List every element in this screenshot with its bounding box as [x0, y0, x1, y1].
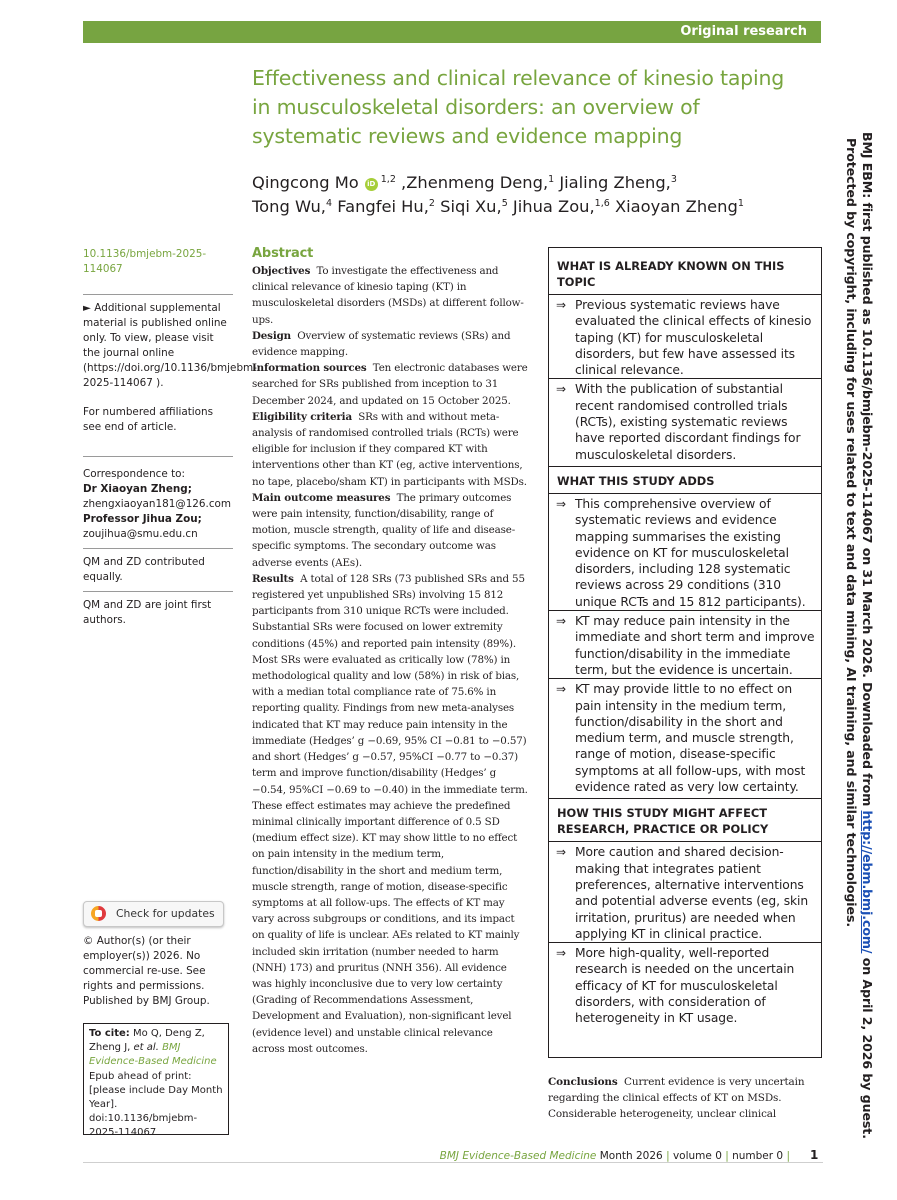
abstract-heading: Abstract — [252, 246, 314, 261]
affiliation-sup: 5 — [501, 198, 508, 209]
header-bar — [83, 21, 821, 43]
abstract-section — [252, 263, 528, 328]
crossmark-icon — [91, 906, 106, 921]
author-name: Siqi Xu, — [440, 197, 502, 216]
divider — [83, 456, 233, 457]
box-item-text: Previous systematic reviews have evaluated the clinical effects of kinesio taping (KT) for musculoskeletal disorders, but few have assessed its clinical relevance. — [575, 298, 812, 378]
box-heading: HOW THIS STUDY MIGHT AFFECT RESEARCH, PRACTICE OR POLICY — [549, 798, 821, 841]
section-text: Overview of systematic reviews (SRs) and evidence mapping. — [252, 329, 511, 359]
page-footer — [300, 1150, 790, 1162]
divider — [83, 591, 233, 592]
box-list — [549, 294, 821, 463]
author-name: Tong Wu, — [252, 197, 326, 216]
journal-link[interactable]: http://ebm.bmj.com/ — [860, 810, 875, 954]
side-line-1 — [859, 132, 875, 1139]
arrow-icon: ⇒ — [556, 682, 566, 697]
section-label: Information sources — [252, 362, 367, 375]
author-line: Qingcong Mo iD $^{1,2}$ ,Zhenmeng Deng,$^1$ Jialing Zheng,$^3$ — [252, 173, 677, 192]
doi-link[interactable]: 10.1136/bmjebm-2025-114067 — [83, 248, 207, 275]
box-item — [549, 294, 821, 378]
check-updates-label: Check for updates — [116, 907, 215, 920]
box-item — [549, 493, 821, 610]
equal-contribution-note — [83, 555, 233, 585]
page-number: 1 — [810, 1148, 819, 1162]
section-label: Results — [252, 572, 294, 585]
box-item — [549, 942, 821, 1026]
sidebar-column — [83, 247, 257, 634]
title-line: systematic reviews and evidence mapping — [252, 124, 683, 148]
box-heading: WHAT IS ALREADY KNOWN ON THIS TOPIC — [557, 259, 785, 289]
cite-journal: BMJ Evidence-Based Medicine — [89, 1042, 217, 1068]
conclusions-paragraph — [548, 1074, 824, 1123]
section-label: Original research — [680, 24, 807, 39]
box-item-text: KT may provide little to no effect on pain intensity in the medium term, function/disability in the short and medium term, and muscle strength, range of motion, disease-specific symptoms at all follow-ups, with most evidence rated as very low certainty. — [575, 682, 806, 795]
box-item-text: More caution and shared decision-making that integrates patient preferences, alternative interventions and potential adverse events (eg, skin irritation, pruritus) are needed when applying KT in clinical practice. — [575, 845, 809, 941]
corresponding-author-1: Dr Xiaoyan Zheng; — [83, 483, 192, 495]
box-item-text: This comprehensive overview of systematic reviews and evidence mapping summarises the existing evidence on KT for musculoskeletal disorders, including 128 systematic reviews across 29 conditions (310 unique RCTs and 15 812 participants). — [575, 496, 806, 609]
section-label: Design — [252, 329, 291, 342]
section-text: Ten electronic databases were searched for SRs published from inception to 31 December 2024, and updated on 15 October 2025. — [252, 362, 528, 407]
author-name: Jihua Zou, — [512, 197, 595, 216]
affiliation-sup: 1,2 — [380, 174, 396, 185]
abstract-section — [252, 490, 528, 571]
section-text: A total of 128 SRs (73 published SRs and 55 registered yet unpublished SRs) involving 15 812 participants from 310 unique RCTs were included. Substantial SRs were focused on lower extremity conditions (45%) and reported pain intensity (89%). Most SRs were evaluated as critically low (78%) in methodological quality and low (58%) in risk of bias, with a median total compliance rate of 75.6% in reporting quality. Findings from new meta-analyses indicated that KT may reduce pain intensity in the immediate (Hedges’ g −0.69, 95% CI −0.81 to −0.57) and short (Hedges’ g −0.57, 95%CI −0.77 to −0.37) term and improve function/disability (Hedges’ g −0.54, 95%CI −0.69 to −0.40) in the immediate term. These effect estimates may achieve the predefined minimal clinically important difference of 0.5 SD (medium effect size). KT may show little to no effect on pain intensity in the medium term, function/disability in the short and medium term, muscle strength, range of motion, disease-specific symptoms at all follow-ups. The effects of KT may vary across subgroups or conditions, and its impact on quality of life is unclear. AEs related to KT mainly included skin irritation (number needed to harm (NNH) 173) and pruritus (NNH 356). All evidence was highly inconclusive due to very low certainty (Grading of Recommendations Assessment, Development and Evaluation), non-significant level (evidence level) and unstable clinical relevance across most outcomes. — [252, 572, 528, 1055]
affiliation-sup: 1 — [737, 198, 744, 209]
corresponding-author-2: Professor Jihua Zou; — [83, 513, 202, 525]
side-text-pre: BMJ EBM: first published as 10.1136/bmjebm-2025-114067 on 31 March 2026. Downloaded from — [860, 132, 875, 807]
cite-authors: Mo Q, Deng Z, Zheng J, — [89, 1028, 205, 1054]
divider — [83, 548, 233, 549]
box-item — [549, 678, 821, 795]
article-title — [252, 64, 822, 151]
correspondence-label: Correspondence to: — [83, 468, 186, 480]
cite-label: To cite: — [89, 1028, 130, 1039]
affiliation-sup: 1,6 — [594, 198, 610, 209]
box-list — [549, 841, 821, 1026]
cite-etal: et al. — [133, 1042, 159, 1054]
footer-separator: | — [725, 1150, 729, 1162]
arrow-icon: ⇒ — [556, 946, 566, 961]
footer-volume: volume 0 — [672, 1150, 722, 1162]
check-for-updates-button[interactable] — [83, 901, 224, 927]
author-name: Fangfei Hu, — [337, 197, 429, 216]
side-line-2: Protected by copyright, including for uses related to text and data mining, AI training, and similar technologies. — [844, 138, 859, 928]
box-item — [549, 378, 821, 462]
orcid-icon[interactable]: iD — [365, 178, 378, 191]
conclusions-label: Conclusions — [548, 1076, 618, 1088]
corresponding-email-2[interactable]: zoujihua@smu.edu.cn — [83, 528, 198, 540]
abstract-section — [252, 360, 528, 409]
title-line: Effectiveness and clinical relevance of kinesio taping — [252, 66, 785, 90]
arrow-icon: ⇒ — [556, 614, 566, 629]
cite-details: Epub ahead of print: [please include Day Month Year]. doi:10.1136/bmjebm-2025-114067 — [89, 1070, 223, 1139]
affiliation-sup: 2 — [428, 198, 435, 209]
author-line — [252, 195, 827, 219]
joint-authors-note — [83, 598, 233, 628]
section-text: SRs with and without meta-analysis of randomised controlled trials (RCTs) were eligible for inclusion if they compared KT with interventions other than KT (eg, active interventions, no tape, placebo/sham KT) in participants with MSDs. — [252, 410, 527, 488]
conclusions-text: Current evidence is very uncertain regarding the clinical effects of KT on MSDs. Considerable heterogeneity, unclear clinical — [548, 1076, 805, 1121]
abstract-section — [252, 328, 528, 360]
side-text-post: on April 2, 2026 by guest. — [860, 957, 875, 1139]
abstract — [252, 245, 528, 1057]
footer-date: Month 2026 — [599, 1150, 663, 1162]
author-name: Xiaoyan Zheng — [614, 197, 738, 216]
box-item-text: More high-quality, well-reported research is needed on the uncertain efficacy of KT for musculoskeletal disorders, with consideration of heterogeneity in KT usage. — [575, 946, 795, 1026]
author-name: Jialing Zheng, — [559, 173, 671, 192]
key-messages-box — [548, 247, 822, 1058]
footer-separator: | — [786, 1150, 790, 1162]
box-item — [549, 841, 821, 942]
affiliation-sup: 1 — [548, 174, 555, 185]
arrow-icon: ⇒ — [556, 845, 566, 860]
box-item-text: KT may reduce pain intensity in the immediate and short term and improve function/disability in the immediate term, but the evidence is uncertain. — [575, 614, 815, 677]
title-line: in musculoskeletal disorders: an overview of — [252, 95, 700, 119]
box-list — [549, 493, 821, 795]
correspondence — [83, 467, 233, 542]
section-label: Objectives — [252, 265, 311, 277]
citation-box — [83, 1023, 229, 1139]
corresponding-email-1[interactable]: zhengxiaoyan181@126.com — [83, 498, 232, 510]
supplemental-note — [83, 301, 257, 435]
footer-journal: BMJ Evidence-Based Medicine — [439, 1150, 597, 1162]
affiliations-note: For numbered affiliations see end of article. — [83, 406, 214, 433]
supplemental-text: ► Additional supplemental material is published online only. To view, please visit the journal online (https://doi.org/10.1136/bmjebm-2025-114067 ). — [83, 302, 257, 389]
joint-authors-text: QM and ZD are joint first authors. — [83, 599, 212, 626]
box-heading: WHAT THIS STUDY ADDS — [549, 466, 821, 493]
section-text: To investigate the effectiveness and clinical relevance of kinesio taping (KT) in musculoskeletal disorders (MSDs) at different follow-ups. — [252, 265, 524, 326]
author-list — [252, 171, 827, 219]
footer-separator: | — [666, 1150, 670, 1162]
affiliation-sup: 4 — [325, 198, 333, 209]
section-label: Eligibility criteria — [252, 410, 352, 423]
box-item-text: With the publication of substantial recent randomised controlled trials (RCTs), existing systematic reviews have reported discordant findings for musculoskeletal disorders. — [575, 382, 801, 462]
box-item — [549, 610, 821, 678]
affiliation-sup: 3 — [670, 174, 677, 185]
author-name: Zhenmeng Deng, — [406, 173, 549, 192]
contribution-text: QM and ZD contributed equally. — [83, 556, 205, 583]
author-name: Qingcong Mo — [252, 173, 359, 192]
divider — [83, 294, 233, 295]
section-text: The primary outcomes were pain intensity, function/disability, range of motion, muscle strength, quality of life and disease-specific symptoms. The secondary outcome was adverse events (AEs). — [252, 491, 516, 569]
section-label: Main outcome measures — [252, 491, 391, 504]
arrow-icon: ⇒ — [556, 298, 566, 312]
arrow-icon: ⇒ — [556, 496, 566, 511]
footer-number: number 0 — [732, 1150, 784, 1162]
copyright-notice: © Author(s) (or their employer(s)) 2026. No commercial re-use. See rights and permissions. Published by BMJ Group. — [83, 935, 210, 1007]
abstract-section — [252, 409, 528, 490]
abstract-section — [252, 571, 528, 1057]
arrow-icon: ⇒ — [556, 382, 566, 397]
side-download-notice — [843, 132, 875, 1139]
footer-divider — [83, 1162, 823, 1163]
